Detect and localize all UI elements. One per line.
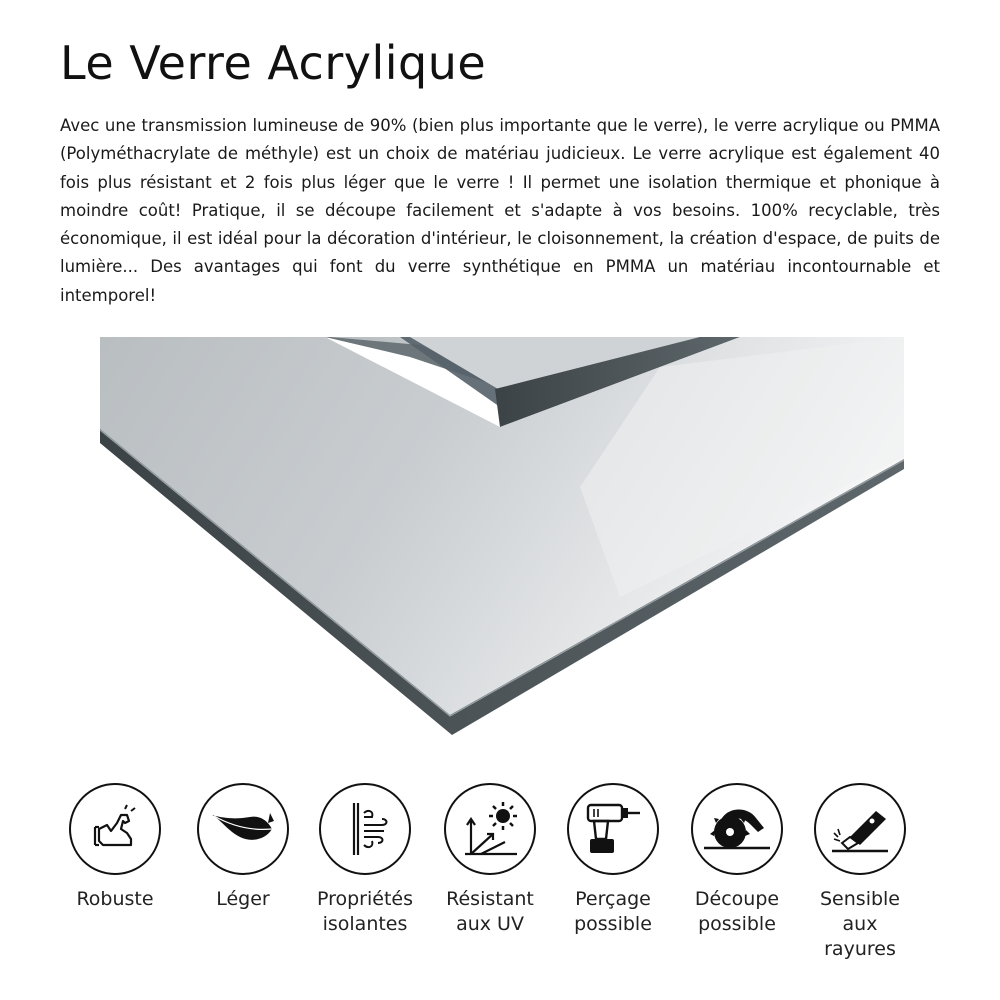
feature-circle (319, 783, 411, 875)
drill-icon (584, 799, 642, 859)
feature-label-line1: Découpe (694, 888, 780, 910)
feature-circle (444, 783, 536, 875)
feature-circle (567, 783, 659, 875)
feature-label-line1: Robuste (76, 888, 154, 910)
feature-percage (558, 783, 668, 937)
feature-label (435, 887, 545, 937)
feature-label-line1: Perçage (575, 888, 651, 910)
feature-circle (691, 783, 783, 875)
feature-label-line1: Léger (216, 888, 270, 910)
insulation-icon (340, 801, 390, 857)
feature-label-line2: possible (574, 913, 652, 935)
feature-label-line2: aux UV (456, 913, 524, 935)
feature-uv (435, 783, 545, 937)
feature-label (558, 887, 668, 937)
feature-label (60, 887, 170, 912)
page-title: Le Verre Acrylique (60, 36, 487, 90)
feature-label-line2: possible (698, 913, 776, 935)
feature-circle (197, 783, 289, 875)
feature-circle (814, 783, 906, 875)
feature-rayures (805, 783, 915, 962)
feature-label-line1: Propriétés (316, 888, 414, 910)
circular-saw-icon (704, 800, 770, 858)
feature-isolantes (310, 783, 420, 937)
feature-label (310, 887, 420, 937)
acrylic-sheet-photo (100, 337, 904, 737)
feather-icon (210, 809, 276, 849)
description-paragraph: Avec une transmission lumineuse de 90% (bien plus importante que le verre), le verre acrylique ou PMMA (Polyméthacrylate de méthyle) est un choix de matériau judicieux. Le verre acrylique est également 40 fois plus résistant et 2 fois plus léger que le verre ! Il permet une isolation thermique et phonique à moindre coût! Pratique, il se découpe facilement et s'adapte à vos besoins. 100% recyclable, très économique, il est idéal pour la décoration d'intérieur, le cloisonnement, la création d'espace, de puits de lumière... Des avantages qui font du verre synthétique en PMMA un matériau incontournable et intemporel! (60, 116, 940, 305)
feature-label (188, 887, 298, 912)
feature-decoupe (682, 783, 792, 937)
uv-sun-icon (459, 798, 521, 860)
feature-label-line1: Sensible (820, 888, 900, 910)
feature-label (682, 887, 792, 937)
feature-label (805, 887, 915, 962)
feature-label-line2: isolantes (322, 913, 408, 935)
flexed-arm-icon (87, 801, 143, 857)
feature-label-line2: aux rayures (824, 913, 896, 960)
cutter-knife-icon (828, 803, 892, 855)
feature-circle (69, 783, 161, 875)
feature-robuste (60, 783, 170, 912)
feature-label-line1: Résistant (446, 888, 534, 910)
feature-list (60, 783, 940, 963)
feature-leger (188, 783, 298, 912)
